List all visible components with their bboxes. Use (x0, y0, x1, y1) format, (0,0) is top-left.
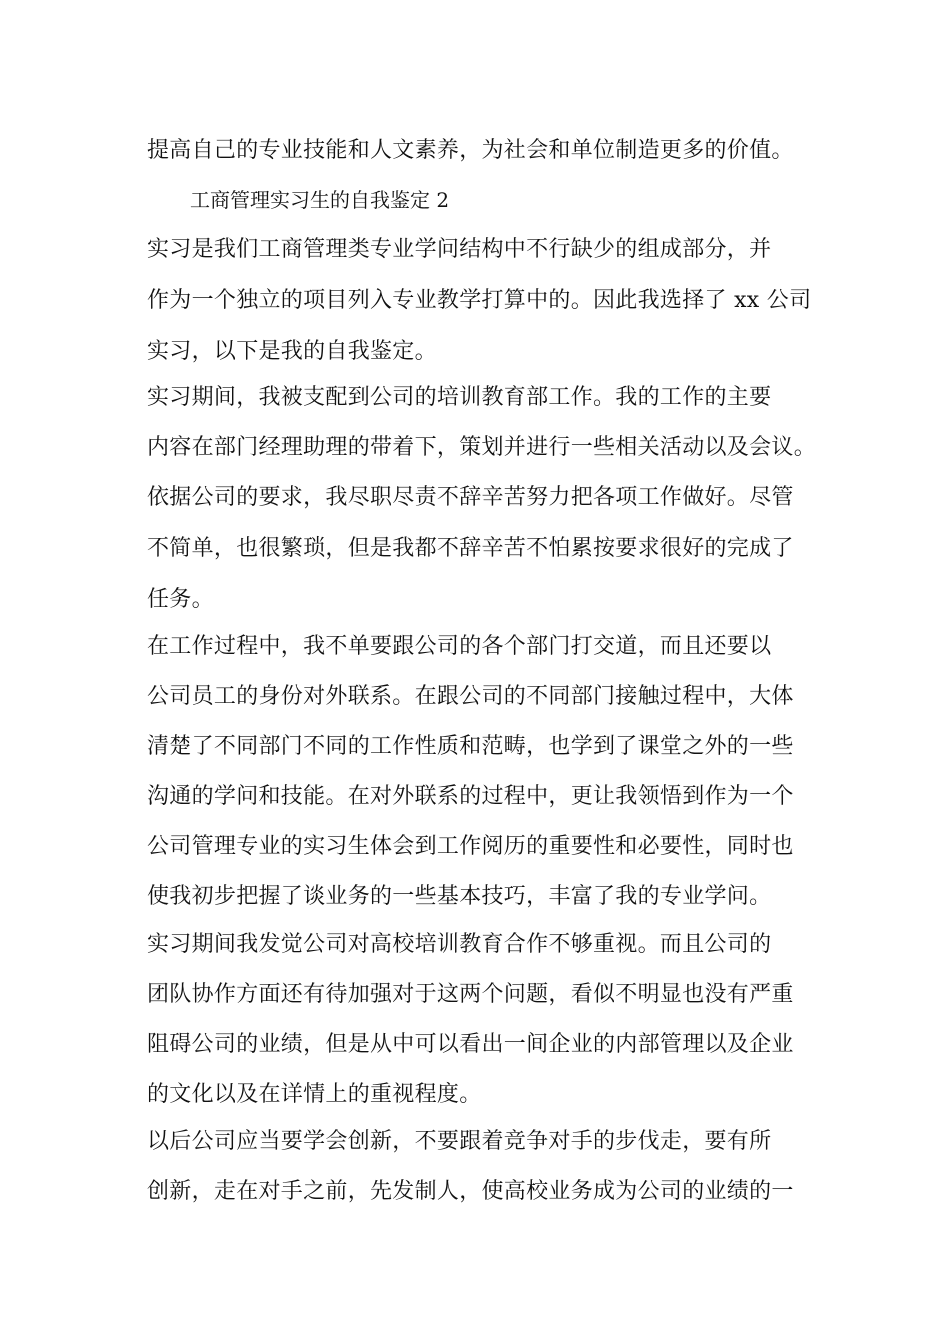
paragraph-line: 公司管理专业的实习生体会到工作阅历的重要性和必要性，同时也 (147, 834, 794, 859)
paragraph-line: 作为一个独立的项目列入专业教学打算中的。因此我选择了 xx 公司 (147, 288, 812, 313)
paragraph-line: 内容在部门经理助理的带着下，策划并进行一些相关活动以及会议。 (147, 435, 817, 460)
paragraph-line: 不简单，也很繁琐，但是我都不辞辛苦不怕累按要求很好的完成了 (147, 536, 794, 561)
paragraph-line: 实习是我们工商管理类专业学问结构中不行缺少的组成部分，并 (147, 237, 772, 262)
paragraph-line: 任务。 (147, 587, 214, 612)
paragraph-line: 实习期间，我被支配到公司的培训教育部工作。我的工作的主要 (147, 385, 772, 410)
paragraph-line: 使我初步把握了谈业务的一些基本技巧，丰富了我的专业学问。 (147, 884, 772, 909)
paragraph-line: 沟通的学问和技能。在对外联系的过程中，更让我领悟到作为一个 (147, 784, 794, 809)
paragraph-line: 以后公司应当要学会创新，不要跟着竞争对手的步伐走，要有所 (147, 1129, 772, 1154)
paragraph-line: 清楚了不同部门不同的工作性质和范畴，也学到了课堂之外的一些 (147, 734, 794, 759)
paragraph-line: 实习，以下是我的自我鉴定。 (147, 339, 437, 364)
paragraph-line: 依据公司的要求，我尽职尽责不辞辛苦努力把各项工作做好。尽管 (147, 485, 794, 510)
intro-line: 提高自己的专业技能和人文素养，为社会和单位制造更多的价值。 (147, 138, 794, 163)
paragraph-line: 团队协作方面还有待加强对于这两个问题，看似不明显也没有严重 (147, 982, 794, 1007)
paragraph-line: 在工作过程中，我不单要跟公司的各个部门打交道，而且还要以 (147, 634, 772, 659)
paragraph-line: 公司员工的身份对外联系。在跟公司的不同部门接触过程中，大体 (147, 684, 794, 709)
paragraph-line: 阻碍公司的业绩，但是从中可以看出一间企业的内部管理以及企业 (147, 1032, 794, 1057)
section-heading: 工商管理实习生的自我鉴定 2 (190, 188, 450, 212)
paragraph-line: 创新，走在对手之前，先发制人，使高校业务成为公司的业绩的一 (147, 1179, 794, 1204)
paragraph-line: 实习期间我发觉公司对高校培训教育合作不够重视。而且公司的 (147, 932, 772, 957)
paragraph-line: 的文化以及在详情上的重视程度。 (147, 1082, 482, 1107)
